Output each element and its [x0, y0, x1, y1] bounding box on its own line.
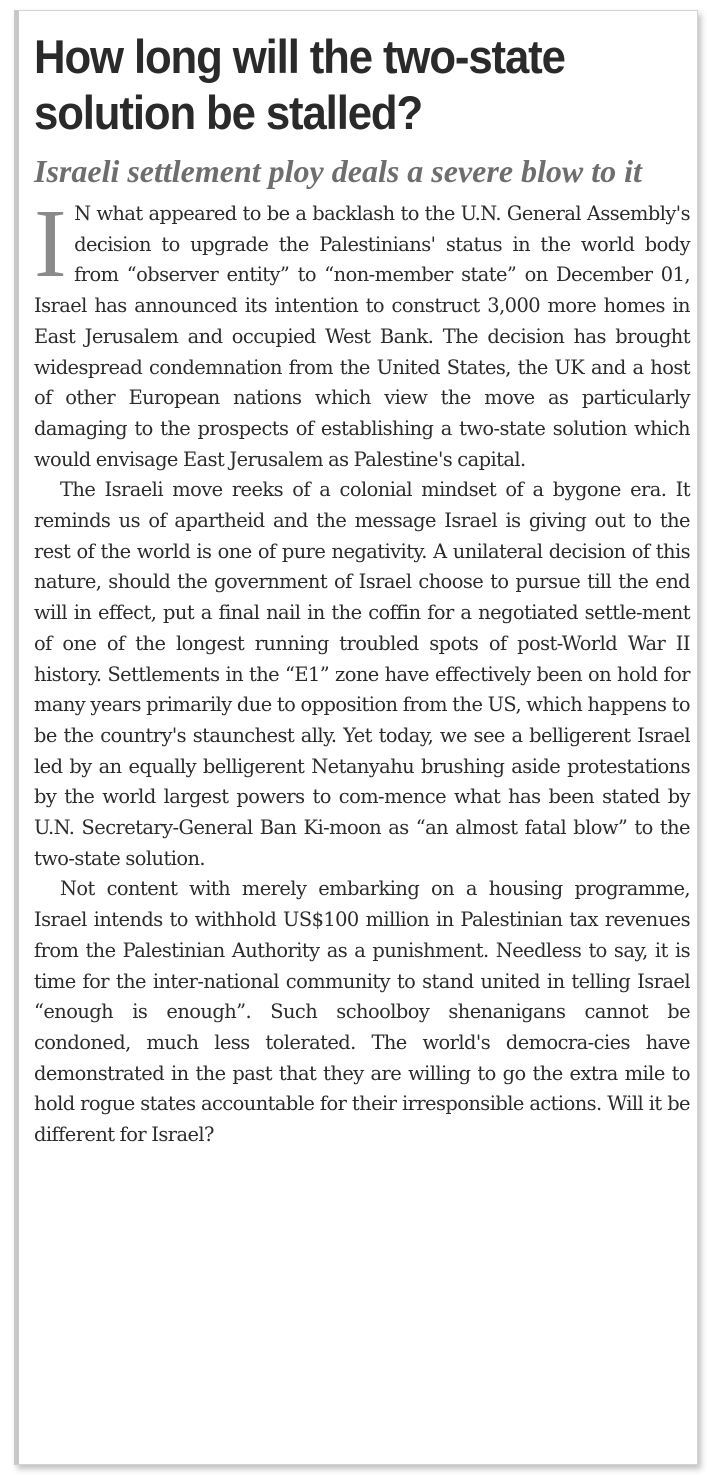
paragraph-1-text: N what appeared to be a backlash to the U.N. General Assembly's decision to upgrade the Palestinians' status in the world body from “observer entity” to “non-member state” on December 01, Israel has announced its intention to construct 3,000 more homes in East Jerusalem and occupied West Bank. The decision has brought widespread condemnation from the United States, the UK and a host of other European nations which view the move as particularly damaging to the prospects of establishing a two-state solution which would envisage East Jerusalem as Palestine's capital. [34, 202, 690, 471]
newspaper-clipping [14, 10, 698, 1465]
paragraph-2: The Israeli move reeks of a colonial mindset of a bygone era. It reminds us of apartheid and the message Israel is giving out to the rest of the world is one of pure negativity. A unilateral decision of this nature, should the government of Israel choose to pursue till the end will in effect, put a final nail in the coffin for a negotiated settle-ment of one of the longest running troubled spots of post-World War II history. Settlements in the “E1” zone have effectively been on hold for many years primarily due to opposition from the US, which happens to be the country's staunchest ally. Yet today, we see a belligerent Israel led by an equally belligerent Netanyahu brushing aside protestations by the world largest powers to com-mence what has been stated by U.N. Secretary-General Ban Ki-moon as “an almost fatal blow” to the two-state solution. [34, 478, 690, 870]
paragraph-3: Not content with merely embarking on a housing programme, Israel intends to withhold US$100 million in Palestinian tax revenues from the Palestinian Authority as a punishment. Needless to say, it is time for the inter-national community to stand united in telling Israel “enough is enough”. Such schoolboy shenanigans cannot be condoned, much less tolerated. The world's democra-cies have demonstrated in the past that they are willing to go the extra mile to hold rogue states accountable for their irresponsible actions. Will it be different for Israel? [34, 877, 690, 1147]
article-body [34, 190, 690, 1151]
headline: How long will the two-state solution be stalled? [34, 30, 565, 139]
drop-cap: I [34, 190, 67, 298]
article [34, 29, 690, 1151]
subheadline: Israeli settlement ploy deals a severe blow to it [34, 153, 642, 189]
paragraph-1 [34, 190, 690, 475]
